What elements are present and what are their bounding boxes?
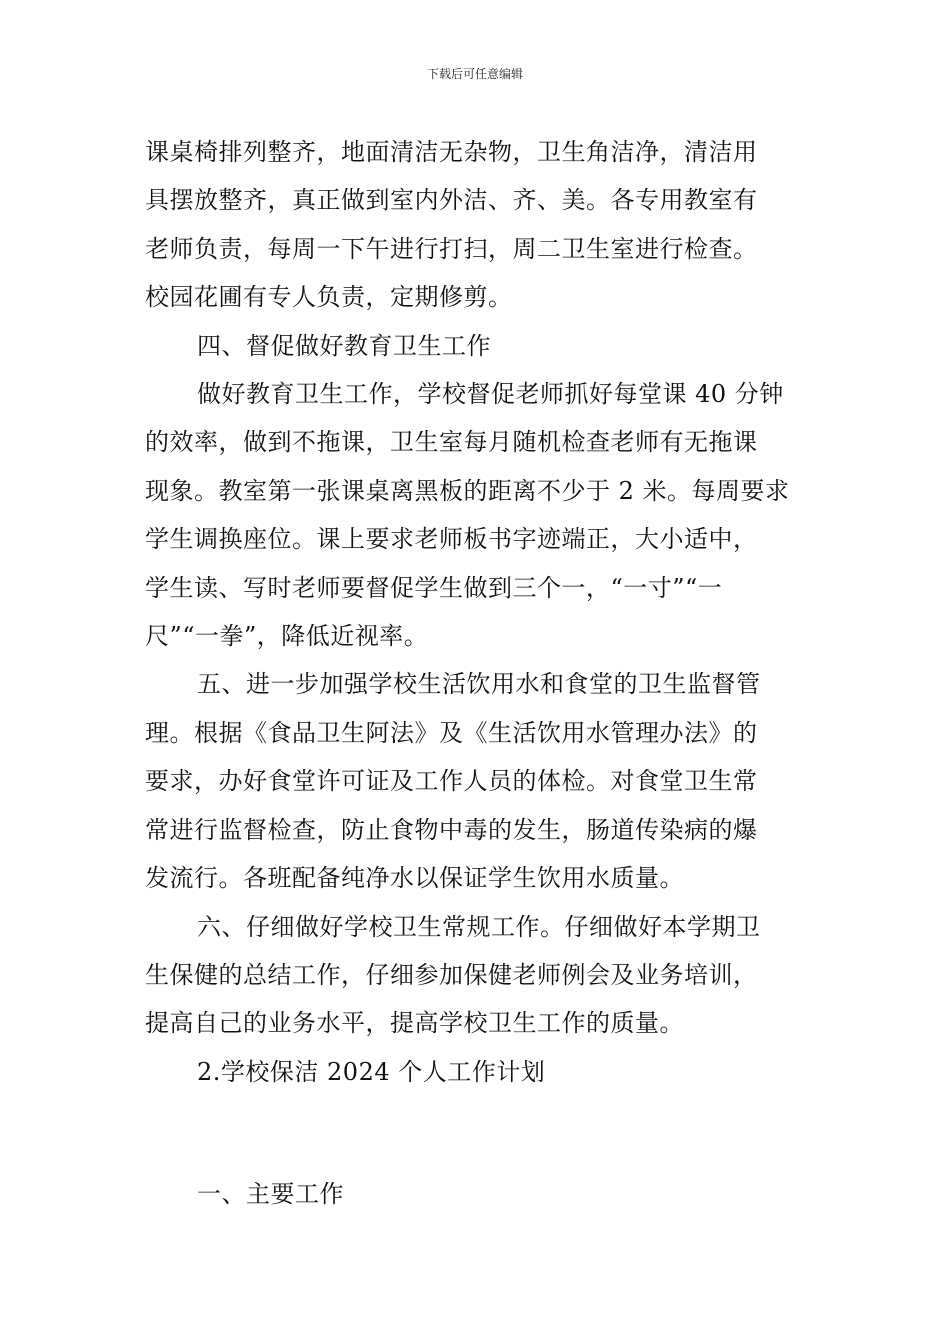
section-heading-main-work: 一、主要工作 (197, 1180, 344, 1209)
text-line: 尺”“一拳”，降低近视率。 (145, 622, 429, 651)
header-note: 下载后可任意编辑 (426, 67, 523, 81)
paragraph-classroom-cleaning (145, 128, 805, 322)
text-line: 课桌椅排列整齐，地面清洁无杂物，卫生角洁净，清洁用 (145, 138, 758, 166)
text-line: 学生调换座位。课上要求老师板书字迹端正，大小适中， (145, 525, 758, 554)
text-line: 发流行。各班配备纯净水以保证学生饮用水质量。 (145, 864, 684, 893)
document-body (145, 128, 805, 1219)
text-line: 老师负责，每周一下午进行打扫，周二卫生室进行检查。 (145, 234, 758, 263)
text-line: 校园花圃有专人负责，定期修剪。 (145, 283, 513, 312)
section-heading-plan: 2.学校保洁 2024 个人工作计划 (197, 1057, 546, 1086)
text-line: 生保健的总结工作，仔细参加保健老师例会及业务培训， (145, 960, 758, 989)
text-line: 学生读、写时老师要督促学生做到三个一，“一寸”“一 (145, 573, 723, 602)
text-line: 常进行监督检查，防止食物中毒的发生，肠道传染病的爆 (145, 815, 758, 844)
text-line: 具摆放整齐，真正做到室内外洁、齐、美。各专用教室有 (145, 186, 758, 215)
text-line: 做好教育卫生工作，学校督促老师抓好每堂课 40 分钟 (197, 380, 784, 409)
text-line: 提高自己的业务水平，提高学校卫生工作的质量。 (145, 1009, 684, 1038)
text-line: 六、仔细做好学校卫生常规工作。仔细做好本学期卫 (197, 912, 761, 941)
paragraph-education-hygiene (145, 370, 805, 660)
section-heading-four: 四、督促做好教育卫生工作 (197, 331, 491, 360)
paragraph-routine-work (145, 903, 805, 1048)
text-line: 的效率，做到不拖课，卫生室每月随机检查老师有无拖课 (145, 428, 758, 457)
text-line: 要求，办好食堂许可证及工作人员的体检。对食堂卫生常 (145, 767, 758, 796)
paragraph-water-canteen (145, 660, 805, 902)
text-line: 五、进一步加强学校生活饮用水和食堂的卫生监督管 (197, 670, 761, 699)
text-line: 理。根据《食品卫生阿法》及《生活饮用水管理办法》的 (145, 718, 758, 747)
text-line: 现象。教室第一张课桌离黑板的距离不少于 2 米。每周要求 (145, 476, 790, 505)
